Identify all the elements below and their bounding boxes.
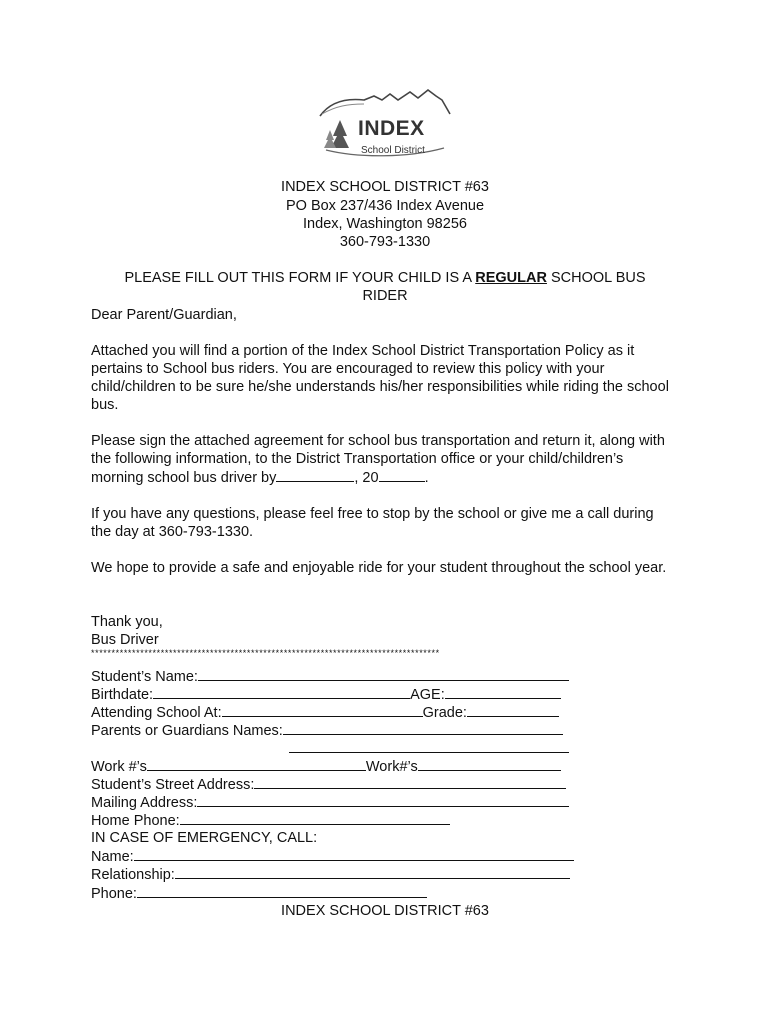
home-phone-label: Home Phone:: [91, 813, 180, 829]
paragraph-policy: Attached you will find a portion of the Index School District Transportation Policy as it pertains to School bus riders. You are encouraged to review this policy with your child/children to be sure he/she understands his/her responsibilities while riding the school bus.: [91, 343, 669, 413]
emergency-phone-field[interactable]: [137, 884, 427, 898]
date-blank[interactable]: [276, 468, 354, 482]
notice-emphasis: REGULAR: [475, 270, 547, 286]
district-po-box: PO Box 237/436 Index Avenue: [285, 198, 485, 214]
relationship-field[interactable]: [175, 865, 570, 879]
age-label: AGE:: [410, 687, 445, 703]
emergency-phone-label: Phone:: [91, 886, 137, 902]
logo-subtitle: School District: [361, 145, 425, 156]
birthdate-row: [91, 685, 561, 704]
street-address-row: [91, 775, 566, 794]
paragraph-agreement: [91, 432, 671, 487]
work-label-2: Work#’s: [365, 759, 418, 775]
street-address-field[interactable]: [254, 775, 566, 789]
emergency-heading: IN CASE OF EMERGENCY, CALL:: [91, 830, 318, 846]
district-city: Index, Washington 98256: [303, 216, 467, 232]
birthdate-field[interactable]: [153, 685, 410, 699]
student-name-field[interactable]: [198, 667, 569, 681]
year-blank[interactable]: [379, 468, 425, 482]
notice-line2: RIDER: [362, 288, 408, 304]
relationship-row: [91, 865, 570, 884]
work-row: [91, 757, 561, 776]
birthdate-label: Birthdate:: [91, 687, 154, 703]
agreement-end: .: [424, 470, 429, 486]
paragraph-questions: If you have any questions, please feel free to stop by the school or give me a call during the day at 360-793-1330.: [91, 506, 654, 540]
home-phone-field[interactable]: [180, 811, 450, 825]
footer-district-name: INDEX SCHOOL DISTRICT #63: [281, 903, 489, 919]
parents-field[interactable]: [283, 721, 563, 735]
parents-field-2[interactable]: [289, 739, 569, 753]
district-name: INDEX SCHOOL DISTRICT #63: [281, 179, 489, 195]
notice-heading: [0, 270, 770, 286]
parents-row: [91, 721, 563, 740]
age-field[interactable]: [445, 685, 561, 699]
mailing-address-label: Mailing Address:: [91, 795, 198, 811]
student-name-row: [91, 667, 569, 686]
work-field-1[interactable]: [147, 757, 366, 771]
work-label-1: Work #’s: [91, 759, 147, 775]
agreement-text: Please sign the attached agreement for school bus transportation and return it, along with the following information, to the District Transportation office or your child/children’s morning school bus driver by: [91, 433, 665, 486]
attending-school-label: Attending School At:: [91, 705, 222, 721]
emergency-name-row: [91, 847, 574, 866]
attending-school-field[interactable]: [222, 703, 423, 717]
grade-field[interactable]: [467, 703, 559, 717]
student-name-label: Student’s Name:: [91, 669, 198, 685]
year-prefix: , 20: [354, 470, 379, 486]
home-phone-row: [91, 811, 450, 830]
notice-before: PLEASE FILL OUT THIS FORM IF YOUR CHILD IS A: [124, 270, 476, 286]
grade-label: Grade:: [422, 705, 467, 721]
relationship-label: Relationship:: [91, 867, 175, 883]
divider-stars: *************************************************************************************: [91, 648, 440, 658]
greeting: Dear Parent/Guardian,: [91, 307, 237, 323]
mailing-address-field[interactable]: [197, 793, 569, 807]
notice-after: SCHOOL BUS: [546, 270, 646, 286]
paragraph-hope: We hope to provide a safe and enjoyable ride for your student throughout the school year.: [91, 560, 667, 576]
emergency-name-label: Name:: [91, 849, 134, 865]
emergency-name-field[interactable]: [134, 847, 574, 861]
parents-label: Parents or Guardians Names:: [91, 723, 283, 739]
logo-wordmark: INDEX: [358, 117, 425, 140]
signature: Bus Driver: [91, 632, 159, 648]
closing: Thank you,: [91, 614, 163, 630]
emergency-phone-row: [91, 884, 427, 903]
school-row: [91, 703, 559, 722]
district-phone: 360-793-1330: [339, 234, 431, 250]
work-field-2[interactable]: [418, 757, 561, 771]
parents-row-2: [289, 739, 569, 758]
street-address-label: Student’s Street Address:: [91, 777, 255, 793]
mailing-address-row: [91, 793, 569, 812]
